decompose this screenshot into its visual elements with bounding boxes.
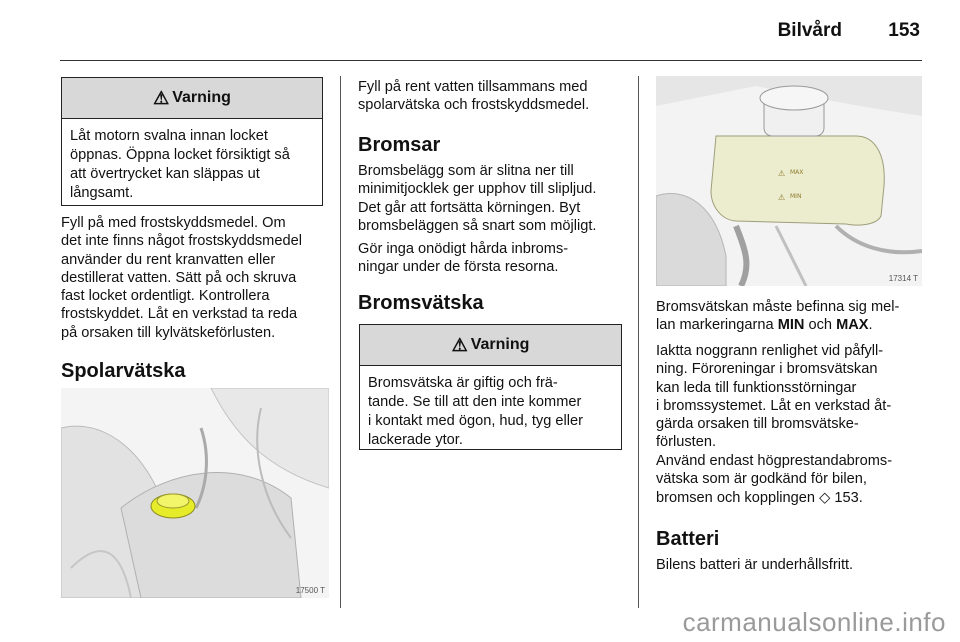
warning-line: öppnas. Öppna locket försiktigt så xyxy=(70,147,290,163)
column-divider-1 xyxy=(340,76,341,608)
text-line xyxy=(656,489,931,507)
heading-brake-fluid: Bromsvätska xyxy=(358,292,484,314)
warning-triangle-icon: ⚠ xyxy=(153,87,170,108)
warning-triangle-icon: ⚠ xyxy=(451,334,468,355)
text-line: använder du rent kranvatten eller xyxy=(61,251,276,268)
column-divider-2 xyxy=(638,76,639,608)
min-mark: ⚠ xyxy=(778,169,786,178)
text-line: minimitjocklek ger upphov till slipljud. xyxy=(358,181,597,198)
text-line: ning. Föroreningar i bromsvätskan xyxy=(656,361,878,378)
washer-fluid-figure xyxy=(61,388,329,598)
brake-fluid-level-paragraph xyxy=(656,298,931,335)
brake-reservoir-illustration xyxy=(656,76,922,286)
brakes-advice-paragraph xyxy=(358,240,633,277)
text-line: ningar under de första resorna. xyxy=(358,259,559,276)
svg-text:MIN: MIN xyxy=(790,193,802,200)
washer-fill-paragraph xyxy=(358,78,633,115)
figure-code: 17314 T xyxy=(888,274,918,283)
warning-box-brake-fluid xyxy=(359,324,622,450)
text-line: på orsaken till kylvätskeförlusten. xyxy=(61,324,276,341)
svg-text:⚠: ⚠ xyxy=(778,193,786,202)
text-line: i bromssystemet. Låt en verkstad åt- xyxy=(656,397,892,414)
heading-washer-fluid: Spolarvätska xyxy=(61,360,186,382)
text-line xyxy=(656,316,931,334)
cleanliness-paragraph xyxy=(656,342,931,452)
warning-line: Bromsvätska är giftig och frä- xyxy=(368,375,558,391)
figure-code: 17500 T xyxy=(295,586,325,595)
brakes-paragraph xyxy=(358,162,638,235)
text-line: förlusten. xyxy=(656,434,717,451)
text-line: Bromsvätskan måste befinna sig mel- xyxy=(656,299,900,315)
heading-brakes: Bromsar xyxy=(358,134,441,156)
text-line: kan leda till funktionsstörningar xyxy=(656,379,857,396)
battery-paragraph: Bilens batteri är underhållsfritt. xyxy=(656,557,854,573)
coolant-paragraph xyxy=(61,214,336,342)
site-watermark: carmanualsonline.info xyxy=(682,607,946,637)
text-line: det inte finns något frostskyddsmedel xyxy=(61,233,302,250)
warning-header xyxy=(360,325,621,366)
text-line: Gör inga onödigt hårda inbroms- xyxy=(358,241,569,257)
warning-line: Låt motorn svalna innan locket xyxy=(70,128,268,144)
text-line: frostskyddet. Låt en verkstad ta reda xyxy=(61,306,298,323)
max-label: MAX xyxy=(836,317,869,334)
warning-line: att övertrycket kan släppas ut xyxy=(70,166,260,182)
washer-reservoir-illustration xyxy=(61,388,329,598)
warning-header xyxy=(62,78,322,119)
text-line: vätska som är godkänd för bilen, xyxy=(656,471,867,488)
warning-line: tande. Se till att den inte kommer xyxy=(368,394,582,410)
text-line: Använd endast högprestandabroms- xyxy=(656,453,893,469)
warning-line: lackerade ytor. xyxy=(368,432,463,448)
text-line: Fyll på med frostskyddsmedel. Om xyxy=(61,215,286,231)
text-line: Bromsbelägg som är slitna ner till xyxy=(358,163,574,179)
warning-title: Varning xyxy=(470,336,530,353)
warning-title: Varning xyxy=(172,89,231,106)
text-span: och xyxy=(804,317,837,334)
section-title: Bilvård xyxy=(777,20,842,41)
text-line: bromsbeläggen så snart som möjligt. xyxy=(358,217,597,234)
warning-text xyxy=(62,119,322,213)
brake-fluid-spec-paragraph xyxy=(656,452,931,507)
text-line: Iaktta noggrann renlighet vid påfyll- xyxy=(656,343,884,359)
page-number: 153 xyxy=(888,20,920,41)
warning-line: i kontakt med ögon, hud, tyg eller xyxy=(368,413,583,429)
page-reference-arrow-icon: ◇ xyxy=(819,488,831,506)
text-line: destillerat vatten. Sätt på och skruva xyxy=(61,269,297,286)
heading-battery: Batteri xyxy=(656,528,720,550)
page-reference[interactable]: 153. xyxy=(830,489,863,506)
text-span: . xyxy=(868,317,873,334)
text-span: bromsen och kopplingen xyxy=(656,489,820,506)
header-rule xyxy=(60,60,922,61)
brake-fluid-figure xyxy=(656,76,922,286)
warning-line: långsamt. xyxy=(70,185,134,201)
text-line: Det går att fortsätta körningen. Byt xyxy=(358,199,581,216)
warning-text xyxy=(360,366,621,460)
text-line: gärda orsaken till bromsvätske- xyxy=(656,416,859,433)
text-line: spolarvätska och frostskyddsmedel. xyxy=(358,97,590,114)
min-label: MIN xyxy=(777,317,805,334)
text-line: fast locket ordentligt. Kontrollera xyxy=(61,288,270,305)
svg-text:MAX: MAX xyxy=(790,169,804,176)
text-span: lan markeringarna xyxy=(656,317,778,334)
text-line: Fyll på rent vatten tillsammans med xyxy=(358,79,588,95)
warning-box-coolant xyxy=(61,77,323,206)
